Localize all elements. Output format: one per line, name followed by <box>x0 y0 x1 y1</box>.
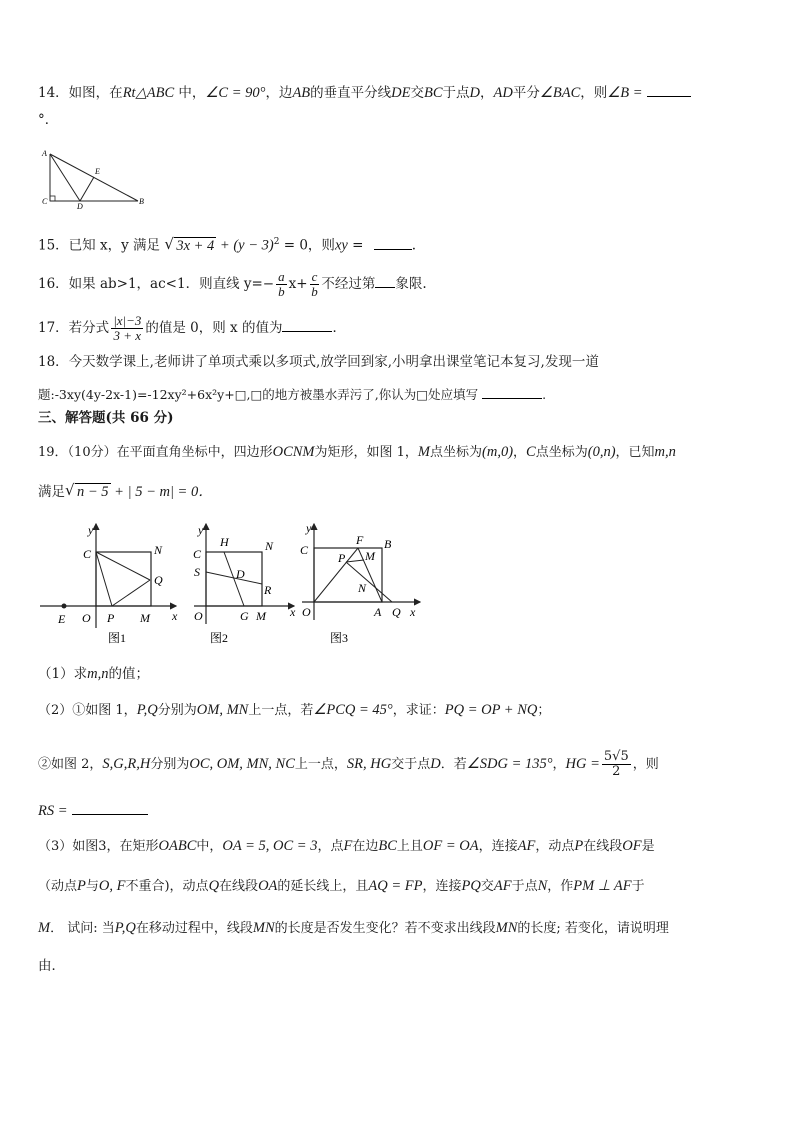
svg-text:R: R <box>264 583 272 597</box>
svg-text:Q: Q <box>392 605 401 619</box>
svg-text:y: y <box>198 523 204 537</box>
svg-text:S: S <box>194 565 200 579</box>
q19-part1: （1）求m,n的值； <box>38 666 149 682</box>
svg-text:x: x <box>410 605 416 619</box>
answer-blank-18[interactable] <box>482 384 542 399</box>
q14-figure <box>40 146 150 210</box>
svg-text:A: A <box>374 605 382 619</box>
q14-line1: 14．如图，在Rt△ABC 中，∠C = 90°，边AB的垂直平分线DE交BC于点D，AD平分∠BAC，则∠B = <box>38 82 691 103</box>
fraction-a-b: $\frac{a}{b}$ <box>278 269 285 299</box>
q18-line2: 题:-3xy(4y-2x-1)=-12xy²+6x²y+□,□的地方被墨水弄污了,你认为□处应填写 . <box>38 384 546 405</box>
answer-blank-16[interactable] <box>375 273 395 288</box>
svg-text:F: F <box>356 533 364 547</box>
figure-2 <box>188 516 304 648</box>
label-b: B <box>139 197 144 206</box>
figure-1 <box>36 516 186 648</box>
svg-text:B: B <box>384 537 392 551</box>
svg-text:M: M <box>365 549 375 563</box>
answer-blank-17[interactable] <box>282 317 332 332</box>
q19-part3-line3: M． 试问: 当P,Q在移动过程中，线段MN的长度是否发生变化？若不变求出线段MN的长度; 若变化，请说明理 <box>38 920 669 936</box>
label-a: A <box>42 149 47 158</box>
svg-text:P: P <box>338 551 346 565</box>
fraction-hg: $\frac{5√5}{2}$ <box>603 749 629 779</box>
svg-text:y: y <box>88 523 94 537</box>
fraction-c-b: $\frac{c}{b}$ <box>311 269 318 299</box>
svg-text:C: C <box>193 547 202 561</box>
svg-text:P: P <box>107 611 115 625</box>
label-d: D <box>77 202 83 210</box>
svg-text:C: C <box>300 543 309 557</box>
svg-text:G: G <box>240 609 249 623</box>
q18-line1: 18．今天数学课上,老师讲了单项式乘以多项式,放学回到家,小明拿出课堂笔记本复习,发现一道 <box>38 354 599 370</box>
q16-line: 16．如果 ab>1，ac<1．则直线 y=− $\frac{a}{b}$ x+ $\frac{c}{b}$ 不经过第 象限. <box>38 269 427 299</box>
svg-text:N: N <box>265 539 274 553</box>
svg-text:N: N <box>358 581 367 595</box>
q19-part2-1: （2）①如图 1，P,Q分别为OM, MN上一点，若∠PCQ = 45°，求证：PQ = OP + NQ； <box>38 702 551 718</box>
svg-text:M: M <box>140 611 150 625</box>
label-c: C <box>42 197 48 206</box>
svg-text:C: C <box>83 547 92 561</box>
figure-2-caption: 图2 <box>210 631 229 645</box>
figure-1-caption: 图1 <box>108 631 127 645</box>
fraction-q17: $\frac{|x|-3}{3 + x}$ <box>113 313 142 343</box>
svg-text:H: H <box>220 535 229 549</box>
figure-3-caption: 图3 <box>330 631 349 645</box>
q19-part2-2: ②如图 2，S,G,R,H分别为OC, OM, MN, NC上一点，SR, HG交于点D．若∠SDG = 135°，HG = $\frac{5√5}{2}$ ，则 <box>38 749 659 779</box>
svg-text:x: x <box>290 605 296 619</box>
sqrt-expression: √ 3x + 4 <box>164 234 215 254</box>
q19-line2: 满足 √ n − 5 + | 5 − m| = 0． <box>38 481 213 500</box>
answer-blank-rs[interactable] <box>72 800 148 815</box>
answer-blank-15[interactable] <box>374 235 412 250</box>
svg-text:Q: Q <box>154 573 163 587</box>
svg-text:D: D <box>236 567 245 581</box>
q15-line: 15．已知 x，y 满足 √ $3x + 4 + (y - 3)^2 = 0$，则xy = . <box>38 234 417 254</box>
svg-text:O: O <box>302 605 311 619</box>
svg-text:E: E <box>58 612 66 626</box>
svg-text:M: M <box>256 609 266 623</box>
svg-text:N: N <box>154 543 163 557</box>
label-e: E <box>95 167 100 176</box>
section-heading: 三、解答题(共 66 分) <box>38 410 174 426</box>
q19-part3-line2: （动点P与O, F不重合)，动点Q在线段OA的延长线上，且AQ = FP，连接PQ交AF于点N，作PM ⊥ AF于 <box>38 878 645 894</box>
svg-text:O: O <box>82 611 91 625</box>
q19-line1: 19．（10分）在平面直角坐标中，四边形OCNM为矩形，如图 1，M点坐标为(m,0)，C点坐标为(0,n)，已知m,n <box>38 444 676 460</box>
sqrt-n-5: √ n − 5 <box>65 481 109 500</box>
svg-text:O: O <box>194 609 203 623</box>
q19-part3-line1: （3）如图3，在矩形OABC中，OA = 5, OC = 3，点F在边BC上且OF = OA，连接AF，动点P在线段OF是 <box>38 838 655 854</box>
answer-blank-14[interactable] <box>647 82 691 97</box>
q19-part3-line4: 由． <box>38 958 65 974</box>
q19-rs-line: RS = <box>38 800 148 821</box>
q14-line2: °． <box>38 112 59 128</box>
q17-line: 17．若分式 $\frac{|x|-3}{3 + x}$ 的值是 0，则 x 的值为 ． <box>38 313 346 343</box>
svg-text:x: x <box>172 609 178 623</box>
svg-text:y: y <box>306 521 312 535</box>
figure-3 <box>296 516 424 648</box>
